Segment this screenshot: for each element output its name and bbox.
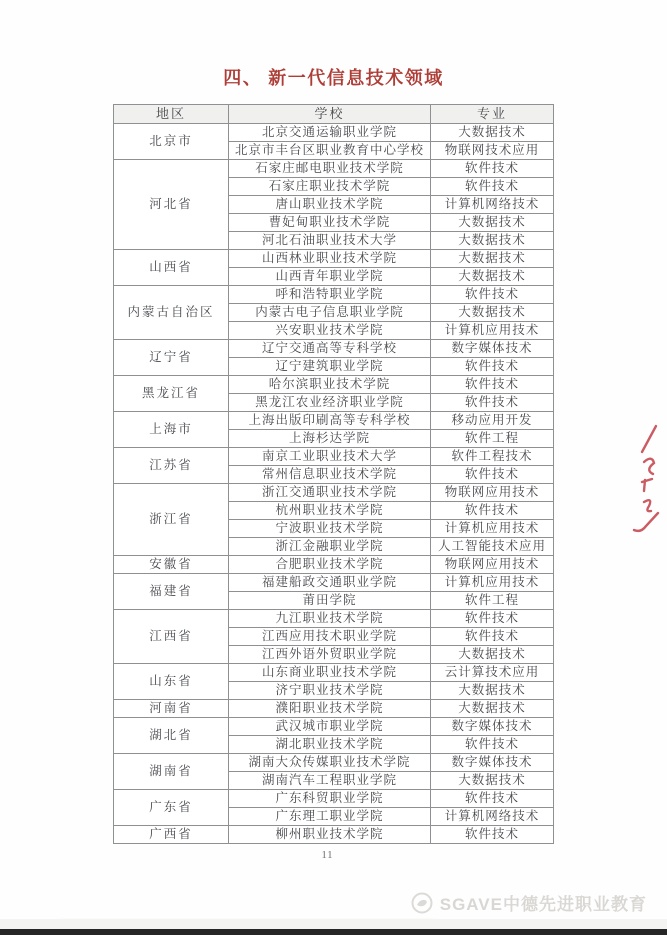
school-cell: 濮阳职业技术学院 [229, 700, 431, 718]
school-cell: 山东商业职业技术学院 [229, 664, 431, 682]
table-row [114, 754, 554, 772]
major-cell: 大数据技术 [431, 304, 554, 322]
region-cell: 福建省 [114, 574, 229, 610]
region-cell: 黑龙江省 [114, 376, 229, 412]
major-cell: 物联网应用技术 [431, 484, 554, 502]
major-cell: 物联网应用技术 [431, 556, 554, 574]
major-cell: 软件工程技术 [431, 448, 554, 466]
table-row [114, 700, 554, 718]
col-header-region: 地区 [114, 105, 229, 124]
table-row [114, 610, 554, 628]
major-cell: 大数据技术 [431, 646, 554, 664]
school-cell: 内蒙古电子信息职业学院 [229, 304, 431, 322]
major-cell: 大数据技术 [431, 214, 554, 232]
school-cell: 唐山职业技术学院 [229, 196, 431, 214]
table-row [114, 556, 554, 574]
school-cell: 曹妃甸职业技术学院 [229, 214, 431, 232]
table-row [114, 250, 554, 268]
school-cell: 九江职业技术学院 [229, 610, 431, 628]
school-cell: 北京交通运输职业学院 [229, 124, 431, 142]
school-cell: 山西青年职业学院 [229, 268, 431, 286]
region-cell: 北京市 [114, 124, 229, 160]
table-row [114, 448, 554, 466]
region-cell: 山西省 [114, 250, 229, 286]
screenshot-bottom-edge [0, 929, 667, 935]
major-cell: 移动应用开发 [431, 412, 554, 430]
major-cell: 大数据技术 [431, 250, 554, 268]
school-cell: 北京市丰台区职业教育中心学校 [229, 142, 431, 160]
table-row [114, 124, 554, 142]
major-cell: 软件技术 [431, 358, 554, 376]
table-row [114, 826, 554, 844]
school-cell: 江西外语外贸职业学院 [229, 646, 431, 664]
col-header-school: 学校 [229, 105, 431, 124]
major-cell: 软件技术 [431, 394, 554, 412]
footer-brand-text: SGAVE中德先进职业教育 [439, 895, 647, 914]
school-cell: 石家庄邮电职业技术学院 [229, 160, 431, 178]
major-cell: 物联网技术应用 [431, 142, 554, 160]
table-row [114, 376, 554, 394]
major-cell: 软件技术 [431, 286, 554, 304]
table-body [114, 124, 554, 844]
school-cell: 合肥职业技术学院 [229, 556, 431, 574]
school-cell: 黑龙江农业经济职业学院 [229, 394, 431, 412]
school-cell: 福建船政交通职业学院 [229, 574, 431, 592]
major-cell: 大数据技术 [431, 700, 554, 718]
school-cell: 浙江金融职业学院 [229, 538, 431, 556]
school-cell: 武汉城市职业学院 [229, 718, 431, 736]
major-cell: 软件技术 [431, 736, 554, 754]
major-cell: 大数据技术 [431, 268, 554, 286]
section-title: 四、 新一代信息技术领域 [223, 68, 444, 88]
major-cell: 计算机应用技术 [431, 520, 554, 538]
school-cell: 山西林业职业技术学院 [229, 250, 431, 268]
table-header-row [114, 105, 554, 124]
sgave-logo-icon [411, 892, 433, 914]
table-row [114, 484, 554, 502]
school-cell: 浙江交通职业技术学院 [229, 484, 431, 502]
major-cell: 人工智能技术应用 [431, 538, 554, 556]
school-cell: 南京工业职业技术大学 [229, 448, 431, 466]
major-cell: 软件技术 [431, 628, 554, 646]
school-cell: 湖南汽车工程职业学院 [229, 772, 431, 790]
school-cell: 呼和浩特职业学院 [229, 286, 431, 304]
region-cell: 山东省 [114, 664, 229, 700]
major-cell: 软件工程 [431, 430, 554, 448]
major-cell: 软件工程 [431, 592, 554, 610]
school-cell: 上海杉达学院 [229, 430, 431, 448]
footer-watermark [411, 890, 647, 915]
major-cell: 计算机应用技术 [431, 322, 554, 340]
major-cell: 软件技术 [431, 160, 554, 178]
region-cell: 江西省 [114, 610, 229, 664]
table-row [114, 790, 554, 808]
school-cell: 石家庄职业技术学院 [229, 178, 431, 196]
major-cell: 数字媒体技术 [431, 754, 554, 772]
region-cell: 湖南省 [114, 754, 229, 790]
major-cell: 软件技术 [431, 610, 554, 628]
region-cell: 内蒙古自治区 [114, 286, 229, 340]
school-cell: 辽宁交通高等专科学校 [229, 340, 431, 358]
region-cell: 安徽省 [114, 556, 229, 574]
major-cell: 大数据技术 [431, 682, 554, 700]
major-cell: 软件技术 [431, 790, 554, 808]
table-row [114, 664, 554, 682]
col-header-major: 专业 [431, 105, 554, 124]
school-cell: 辽宁建筑职业学院 [229, 358, 431, 376]
major-cell: 数字媒体技术 [431, 718, 554, 736]
major-cell: 计算机应用技术 [431, 574, 554, 592]
region-cell: 江苏省 [114, 448, 229, 484]
major-cell: 软件技术 [431, 826, 554, 844]
major-cell: 软件技术 [431, 178, 554, 196]
screenshot-bottom-band [0, 919, 667, 929]
school-cell: 宁波职业技术学院 [229, 520, 431, 538]
region-cell: 上海市 [114, 412, 229, 448]
region-cell: 河北省 [114, 160, 229, 250]
school-cell: 杭州职业技术学院 [229, 502, 431, 520]
page-number: 11 [321, 850, 334, 861]
school-cell: 上海出版印刷高等专科学校 [229, 412, 431, 430]
schools-table [113, 104, 554, 844]
table-row [114, 412, 554, 430]
school-cell: 湖南大众传媒职业技术学院 [229, 754, 431, 772]
school-cell: 常州信息职业技术学院 [229, 466, 431, 484]
school-cell: 兴安职业技术学院 [229, 322, 431, 340]
major-cell: 大数据技术 [431, 124, 554, 142]
table-row [114, 160, 554, 178]
table-row [114, 574, 554, 592]
region-cell: 广西省 [114, 826, 229, 844]
school-cell: 莆田学院 [229, 592, 431, 610]
school-cell: 江西应用技术职业学院 [229, 628, 431, 646]
school-cell: 广东理工职业学院 [229, 808, 431, 826]
major-cell: 计算机网络技术 [431, 196, 554, 214]
region-cell: 湖北省 [114, 718, 229, 754]
school-cell: 湖北职业技术学院 [229, 736, 431, 754]
school-cell: 河北石油职业技术大学 [229, 232, 431, 250]
major-cell: 大数据技术 [431, 232, 554, 250]
major-cell: 软件技术 [431, 502, 554, 520]
region-cell: 广东省 [114, 790, 229, 826]
table-row [114, 286, 554, 304]
major-cell: 软件技术 [431, 376, 554, 394]
major-cell: 软件技术 [431, 466, 554, 484]
school-cell: 哈尔滨职业技术学院 [229, 376, 431, 394]
major-cell: 云计算技术应用 [431, 664, 554, 682]
major-cell: 数字媒体技术 [431, 340, 554, 358]
handwritten-annotation [626, 422, 664, 542]
major-cell: 计算机网络技术 [431, 808, 554, 826]
major-cell: 大数据技术 [431, 772, 554, 790]
school-cell: 广东科贸职业学院 [229, 790, 431, 808]
region-cell: 河南省 [114, 700, 229, 718]
region-cell: 辽宁省 [114, 340, 229, 376]
table-row [114, 718, 554, 736]
region-cell: 浙江省 [114, 484, 229, 556]
school-cell: 济宁职业技术学院 [229, 682, 431, 700]
school-cell: 柳州职业技术学院 [229, 826, 431, 844]
table-row [114, 340, 554, 358]
